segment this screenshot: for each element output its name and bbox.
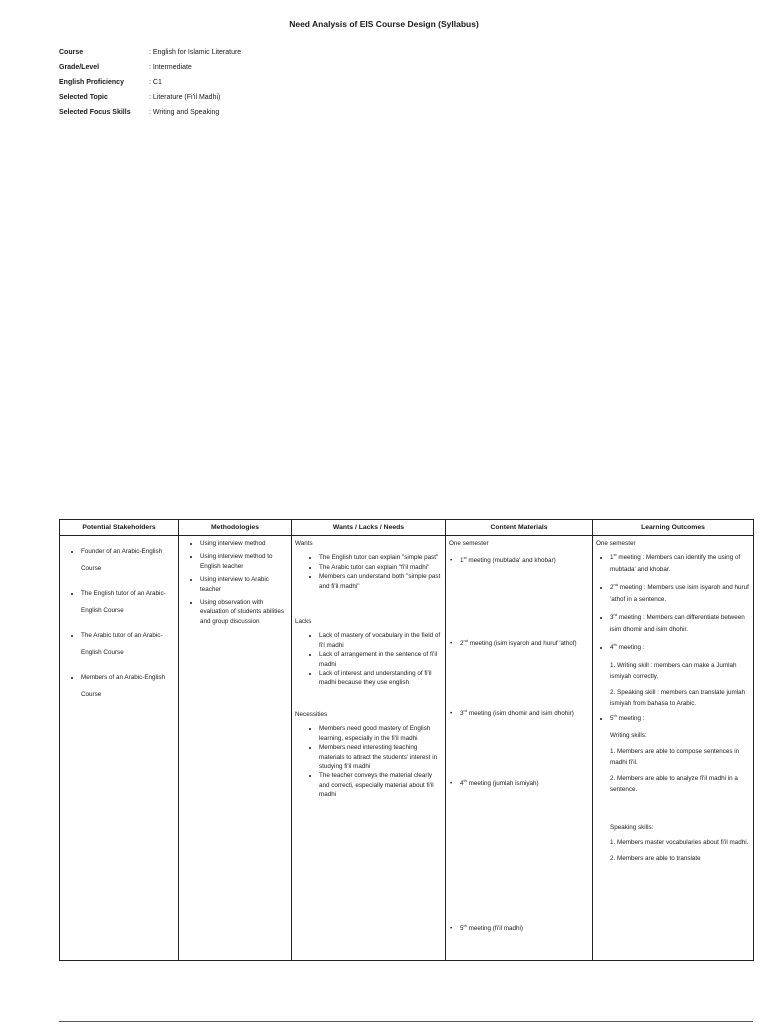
- outcome-meeting-4: • 4th meeting :: [610, 642, 750, 654]
- speaking-skill-2: 2. Members are able to translate: [610, 855, 701, 863]
- meta-value: : Intermediate: [149, 64, 192, 71]
- meta-row-course: [59, 45, 241, 60]
- table-header-row: [60, 520, 754, 536]
- speaking-skill-1: 1. Members master vocabularies about fi'il madhi.: [610, 839, 749, 847]
- list-item: • Founder of an Arabic-English Course: [81, 543, 175, 577]
- list-item: • The English tutor of an Arabic-English Course: [81, 585, 175, 619]
- list-item: • The teacher conveys the material clearly and correcti, especially material about fi'il madhi: [319, 771, 442, 799]
- outcome-meeting-2: • 2nd meeting : Members use isim isyaroh and huruf 'athof in a sentence.: [610, 582, 750, 606]
- meta-row-grade: [59, 60, 241, 75]
- content-meeting-1: • 1st meeting (mubtada' and khobar): [460, 556, 589, 565]
- list-item: • The Arabic tutor can explain "fi'il madhi": [319, 563, 442, 572]
- writing-skill-1: 1. Members are able to compose sentences in madhi fi'il.: [610, 747, 740, 766]
- outcomes-list: [596, 552, 750, 654]
- list-item: • Using interview to Arabic teacher: [200, 575, 288, 594]
- learning-outcomes-cell: [593, 536, 754, 961]
- needs-analysis-table: [59, 519, 754, 961]
- header-content-materials: Content Materials: [446, 520, 593, 536]
- stakeholders-cell: [60, 536, 179, 961]
- list-item: • Members can understand both "simple past and fi'il madhi": [319, 572, 442, 591]
- list-item: • Members need good mastery of English learning, especially in the fi'il madhi: [319, 724, 442, 743]
- page-title: Need Analysis of EIS Course Design (Syllabus): [289, 19, 479, 29]
- content-meeting-2: • 2nd meeting (isim isyaroh and huruf 'athof): [460, 639, 589, 648]
- content-heading: One semester: [449, 540, 489, 547]
- methodologies-list: [182, 539, 288, 626]
- meta-label: Selected Focus Skills: [59, 109, 131, 116]
- outcome-meeting-5: • 5th meeting :: [610, 713, 750, 725]
- necessities-heading: Necessities: [295, 710, 328, 718]
- list-item: • Using interview method to English teacher: [200, 552, 288, 571]
- table-row: [60, 536, 754, 961]
- writing-skills-label: Writing skills:: [610, 732, 647, 740]
- wants-heading: Wants: [295, 540, 313, 547]
- content-meeting-4: • 4th meeting (jumlah ismiyah): [460, 779, 589, 788]
- list-item: • The Arabic tutor of an Arabic-English Course: [81, 627, 175, 661]
- meta-value: : Literature (Fi'il Madhi): [149, 94, 221, 101]
- list-item: • Lack of arrangement in the sentence of fi'il madhi: [319, 650, 442, 669]
- meta-row-topic: [59, 90, 241, 105]
- list-item: • Members need interesting teaching materials to attract the students' interest in studying fi'il madhi: [319, 743, 442, 771]
- speaking-skills-label: Speaking skills:: [610, 823, 654, 831]
- list-item: • Lack of interest and understanding of fi'il madhi because they use english: [319, 669, 442, 688]
- lacks-list: [295, 631, 442, 687]
- writing-skill-2: 2. Members are able to analyze fi'il madhi in a sentence.: [610, 774, 738, 793]
- outcome-4-writing: 1. Writing skill : members can make a Jumlah ismiyah correctly.: [610, 662, 737, 681]
- list-item: • Lack of mastery of vocabulary in the field of fi'l madhi: [319, 631, 442, 650]
- meta-label: Grade/Level: [59, 64, 100, 71]
- content-meeting-3: • 3rd meeting (isim dhomir and isim dhohir): [460, 709, 589, 718]
- list-item: • Using interview method: [200, 539, 288, 548]
- lacks-heading: Lacks: [295, 618, 312, 626]
- outcome-4-speaking: 2. Speaking skill : members can translate jumlah ismiyah from bahasa to Arabic.: [610, 689, 746, 708]
- meta-label: English Proficiency: [59, 79, 124, 86]
- list-item: • Members of an Arabic-English Course: [81, 669, 175, 703]
- content-meeting-5: • 5th meeting (fi'il madhi): [460, 924, 589, 933]
- methodologies-cell: [179, 536, 292, 961]
- meta-label: Course: [59, 49, 84, 56]
- meta-value: : Writing and Speaking: [149, 109, 220, 116]
- meta-row-skills: [59, 105, 241, 120]
- outcomes-list-5: [596, 713, 750, 725]
- wants-list: [295, 553, 442, 591]
- content-materials-cell: [446, 536, 593, 961]
- header-stakeholders: Potential Stakeholders: [60, 520, 179, 536]
- header-wants-lacks-needs: Wants / Lacks / Needs: [292, 520, 446, 536]
- wants-lacks-needs-cell: [292, 536, 446, 961]
- meta-label: Selected Topic: [59, 94, 108, 101]
- outcome-meeting-1: • 1st meeting : Members can identify the using of mubtada' and khobar.: [610, 552, 750, 576]
- list-item: • Using observation with evaluation of students abilities and group discussion: [200, 598, 288, 626]
- header-methodologies: Methodologies: [179, 520, 292, 536]
- outcome-meeting-3: • 3rd meeting : Members can differentiate between isim dhomir and isim dhohir.: [610, 612, 750, 636]
- outcomes-heading: One semester: [596, 540, 636, 547]
- list-item: • The English tutor can explain "simple past": [319, 553, 442, 562]
- footer-divider: [59, 1021, 753, 1022]
- stakeholders-list: [63, 543, 175, 703]
- necessities-list: [295, 724, 442, 799]
- meta-value: : C1: [149, 79, 162, 86]
- meta-row-proficiency: [59, 75, 241, 90]
- meta-value: : English for Islamic Literature: [149, 49, 242, 56]
- header-learning-outcomes: Learning Outcomes: [593, 520, 754, 536]
- course-meta: [59, 45, 241, 120]
